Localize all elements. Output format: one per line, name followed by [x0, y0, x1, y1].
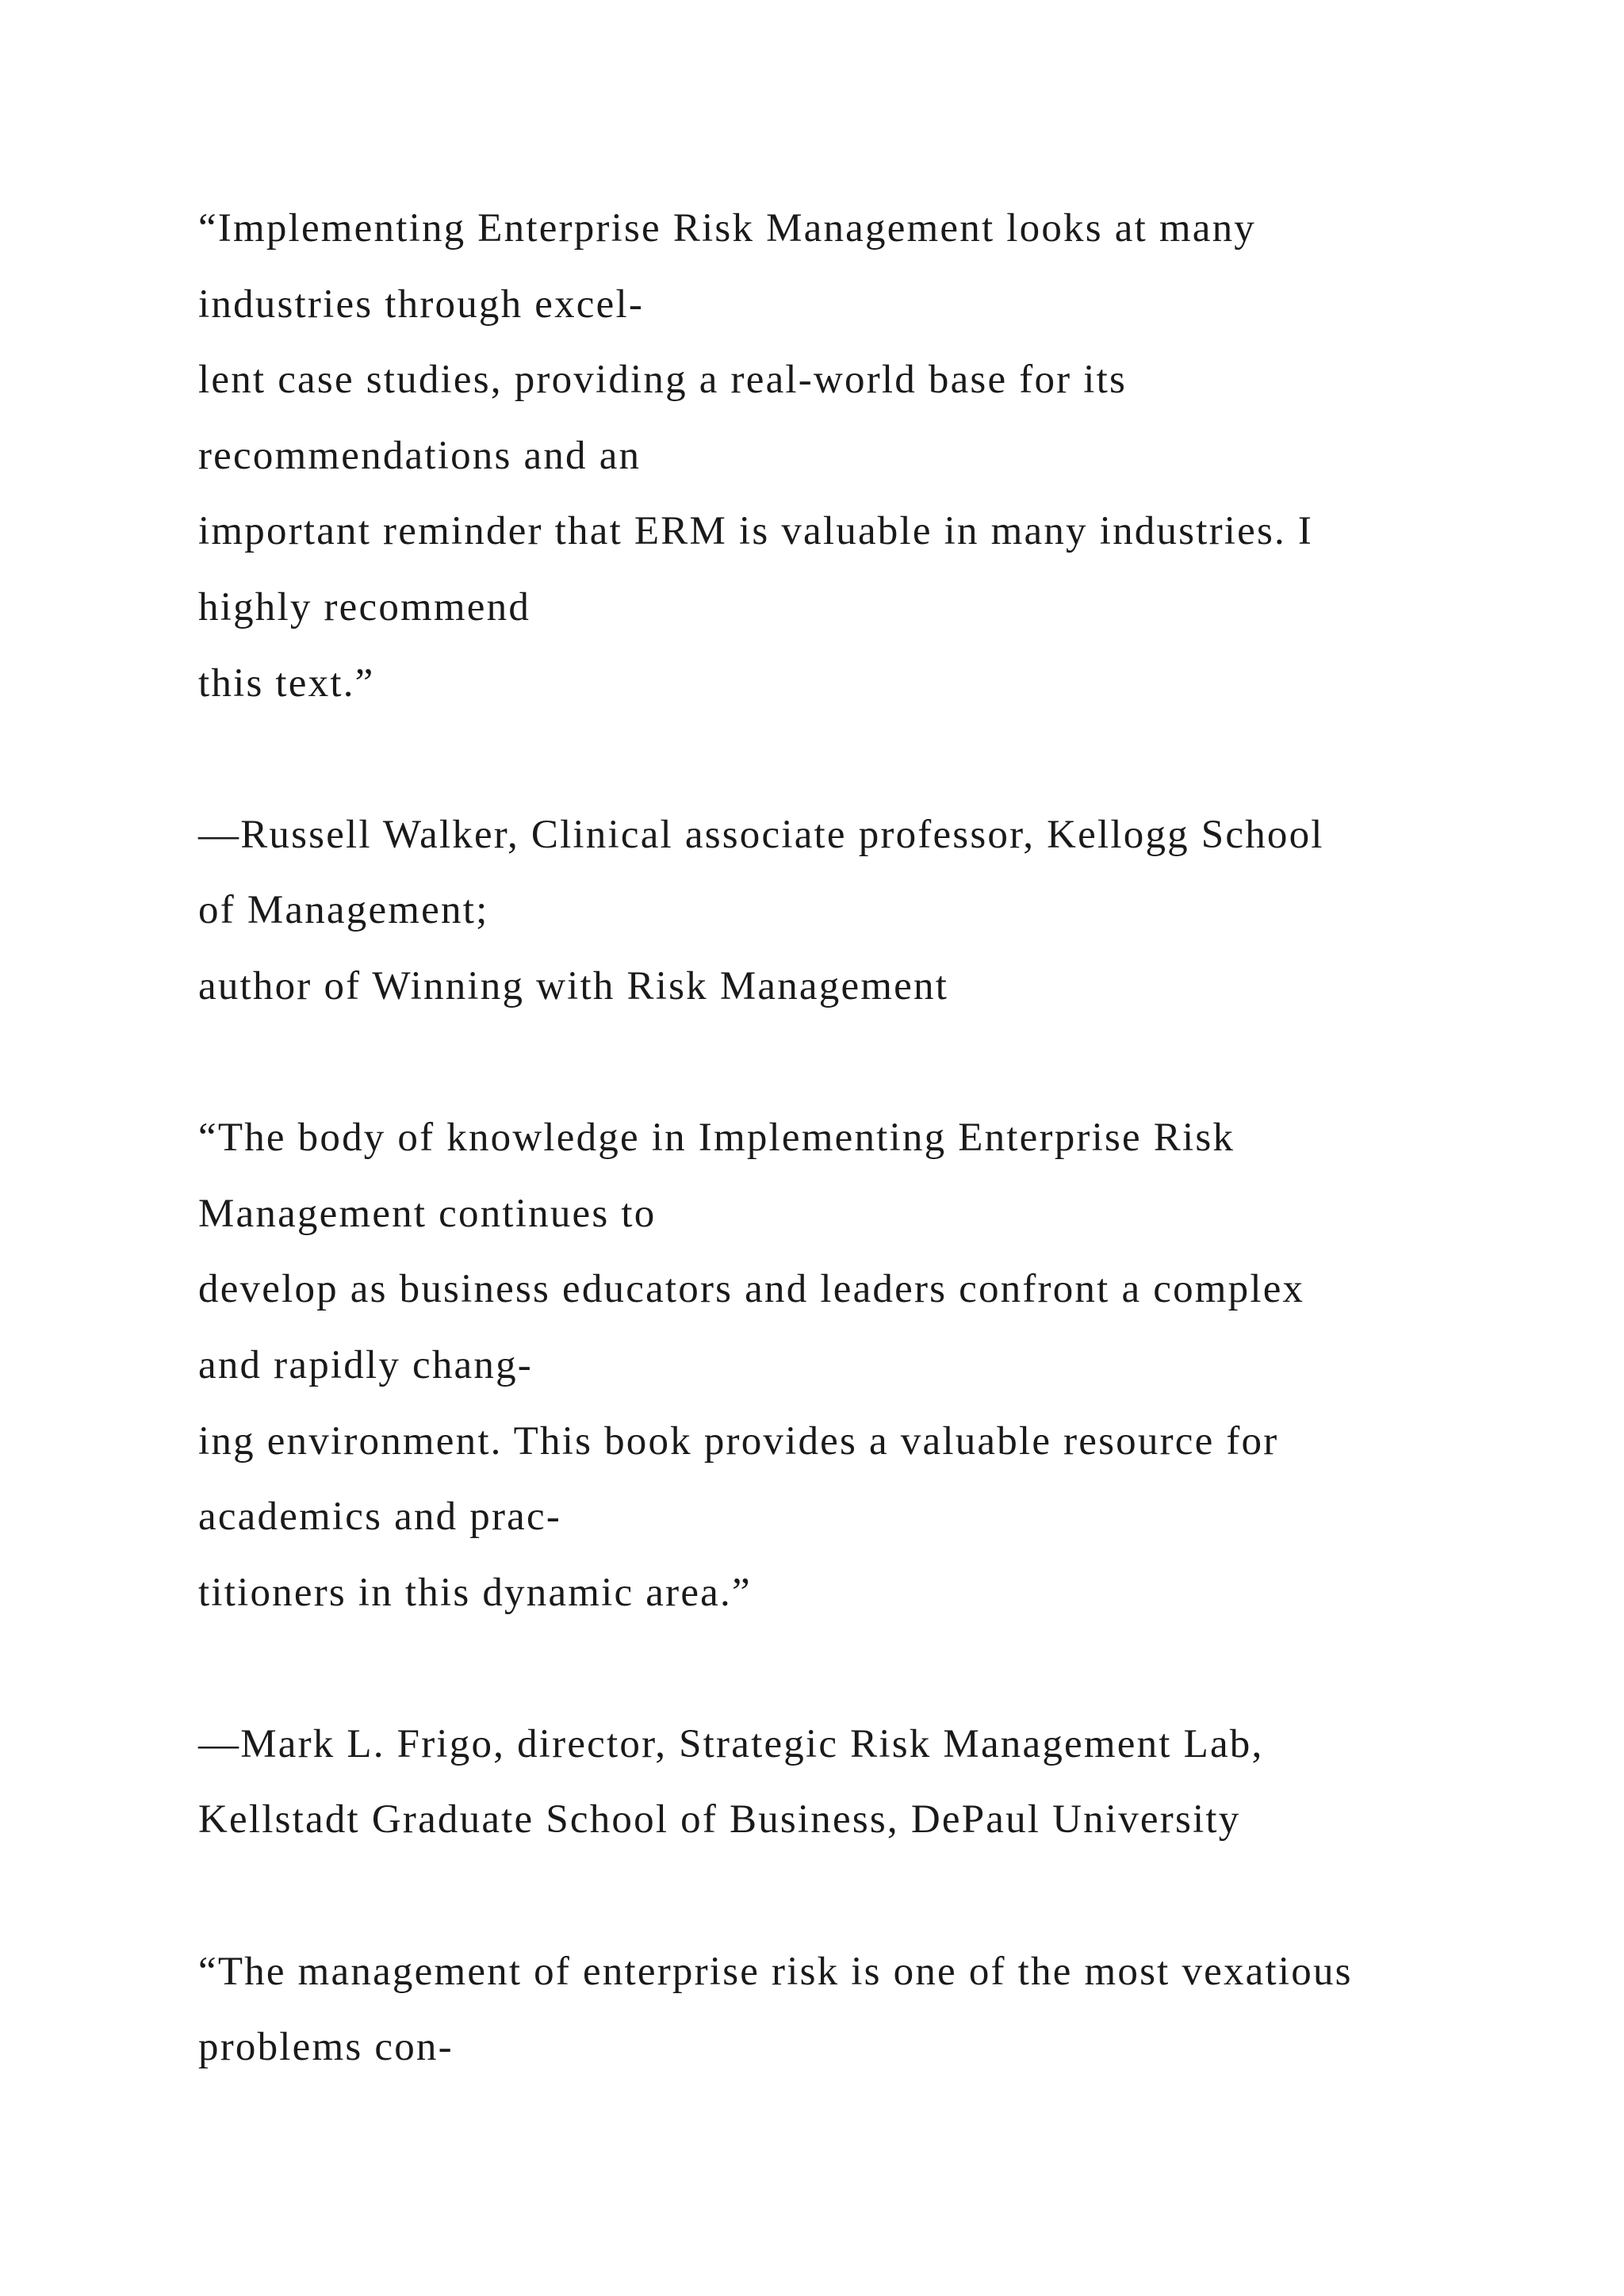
paragraph-spacer: [198, 1631, 1546, 1707]
text-line: highly recommend: [198, 584, 531, 629]
paragraph-spacer: [198, 721, 1546, 798]
text-line: author of Winning with Risk Management: [198, 963, 949, 1008]
text-line: important reminder that ERM is valuable in many industries. I: [198, 509, 1314, 554]
text-line: and rapidly chang-: [198, 1342, 533, 1387]
text-line: Management continues to: [198, 1191, 657, 1236]
text-line: “The body of knowledge in Implementing Enterprise Risk: [198, 1115, 1235, 1161]
text-line: lent case studies, providing a real-world base for its: [198, 358, 1128, 403]
text-line: “Implementing Enterprise Risk Management looks at many: [198, 206, 1257, 251]
text-line: titioners in this dynamic area.”: [198, 1570, 752, 1615]
text-line: problems con-: [198, 2025, 454, 2070]
testimonial-quote-enterprise-risk: [198, 1934, 1546, 2086]
text-line: develop as business educators and leaders confront a complex: [198, 1267, 1305, 1312]
document-text: [198, 191, 1546, 2086]
text-line: —Russell Walker, Clinical associate professor, Kellogg School: [198, 812, 1324, 857]
text-line: academics and prac-: [198, 1494, 562, 1540]
text-line: “The management of enterprise risk is one of the most vexatious: [198, 1949, 1353, 1994]
text-line: recommendations and an: [198, 433, 642, 478]
paragraph-spacer: [198, 1858, 1546, 1934]
text-line: this text.”: [198, 660, 375, 706]
text-line: industries through excel-: [198, 281, 645, 327]
attribution-mark-frigo: [198, 1707, 1546, 1858]
text-line: Kellstadt Graduate School of Business, DePaul University: [198, 1797, 1241, 1843]
testimonial-quote-body-of-knowledge: [198, 1100, 1546, 1631]
testimonial-quote-erm-case-studies: [198, 191, 1546, 721]
text-line: of Management;: [198, 888, 489, 933]
text-line: —Mark L. Frigo, director, Strategic Risk Management Lab,: [198, 1721, 1264, 1766]
attribution-russell-walker: [198, 798, 1546, 1025]
paragraph-spacer: [198, 1025, 1546, 1101]
text-line: ing environment. This book provides a valuable resource for: [198, 1418, 1279, 1464]
